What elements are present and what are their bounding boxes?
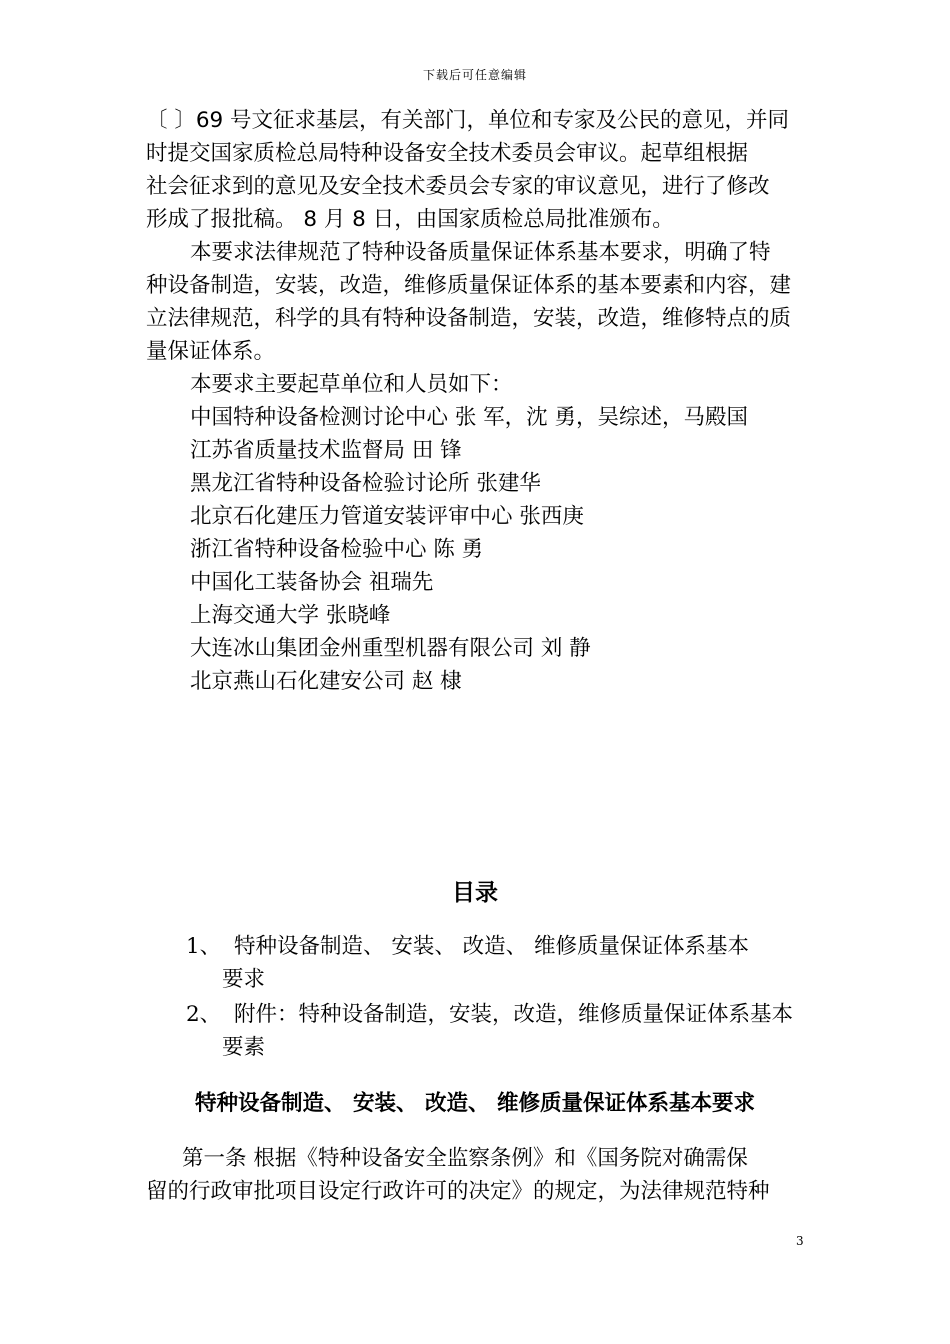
paragraph-line: 量保证体系。 — [146, 339, 276, 364]
toc-item[interactable] — [186, 998, 816, 1064]
drafter-entry: 中国化工装备协会 祖瑞先 — [190, 570, 434, 595]
drafters-list — [190, 368, 810, 698]
drafter-entry: 北京石化建压力管道安装评审中心 张西庚 — [190, 504, 584, 529]
toc-item-number: 2、 — [186, 1002, 222, 1027]
toc-item-text-cont: 要求 — [222, 967, 266, 992]
table-of-contents — [186, 930, 816, 1066]
paragraph-1 — [146, 104, 806, 236]
paragraph-line: 社会征求到的意见及安全技术委员会专家的审议意见，进行了修改 — [146, 174, 770, 199]
drafter-entry: 江苏省质量技术监督局 田 锋 — [190, 438, 462, 463]
toc-item-text: 附件：特种设备制造，安装，改造，维修质量保证体系基本 — [234, 1002, 794, 1027]
paragraph-line: 形成了报批稿。 8 月 8 日，由国家质检总局批准颁布。 — [146, 207, 674, 232]
drafter-entry: 北京燕山石化建安公司 赵 棣 — [190, 669, 462, 694]
section-title: 特种设备制造、 安装、 改造、 维修质量保证体系基本要求 — [195, 1091, 755, 1116]
drafter-entry: 上海交通大学 张晓峰 — [190, 603, 391, 628]
paragraph-line: 本要求法律规范了特种设备质量保证体系基本要求，明确了特 — [190, 240, 771, 265]
drafter-entry: 浙江省特种设备检验中心 陈 勇 — [190, 537, 484, 562]
page-number: 3 — [796, 1234, 804, 1248]
drafter-entry: 大连冰山集团金州重型机器有限公司 刘 静 — [190, 636, 591, 661]
drafter-entry: 黑龙江省特种设备检验讨论所 张建华 — [190, 471, 541, 496]
article-1 — [146, 1142, 816, 1208]
toc-item-text-cont: 要素 — [222, 1035, 266, 1060]
article-line: 第一条 根据《特种设备安全监察条例》和《国务院对确需保 — [182, 1146, 748, 1171]
page-header: 下载后可任意编辑 — [422, 68, 527, 82]
paragraph-line: 立法律规范，科学的具有特种设备制造，安装，改造，维修特点的质 — [146, 306, 792, 331]
paragraph-line: 〔 〕69 号文征求基层，有关部门，单位和专家及公民的意见，并同 — [146, 108, 790, 133]
paragraph-line: 种设备制造，安装，改造，维修质量保证体系的基本要素和内容，建 — [146, 273, 792, 298]
drafters-intro: 本要求主要起草单位和人员如下： — [190, 372, 513, 397]
article-line: 留的行政审批项目设定行政许可的决定》的规定，为法律规范特种 — [146, 1179, 770, 1204]
toc-title: 目录 — [452, 880, 498, 906]
paragraph-line: 时提交国家质检总局特种设备安全技术委员会审议。起草组根据 — [146, 141, 749, 166]
toc-item-number: 1、 — [186, 934, 222, 959]
drafter-entry: 中国特种设备检测讨论中心 张 军，沈 勇，吴综述，马殿国 — [190, 405, 749, 430]
toc-item-text: 特种设备制造、 安装、 改造、 维修质量保证体系基本 — [234, 934, 750, 959]
paragraph-2 — [146, 236, 806, 368]
toc-item[interactable] — [186, 930, 816, 996]
